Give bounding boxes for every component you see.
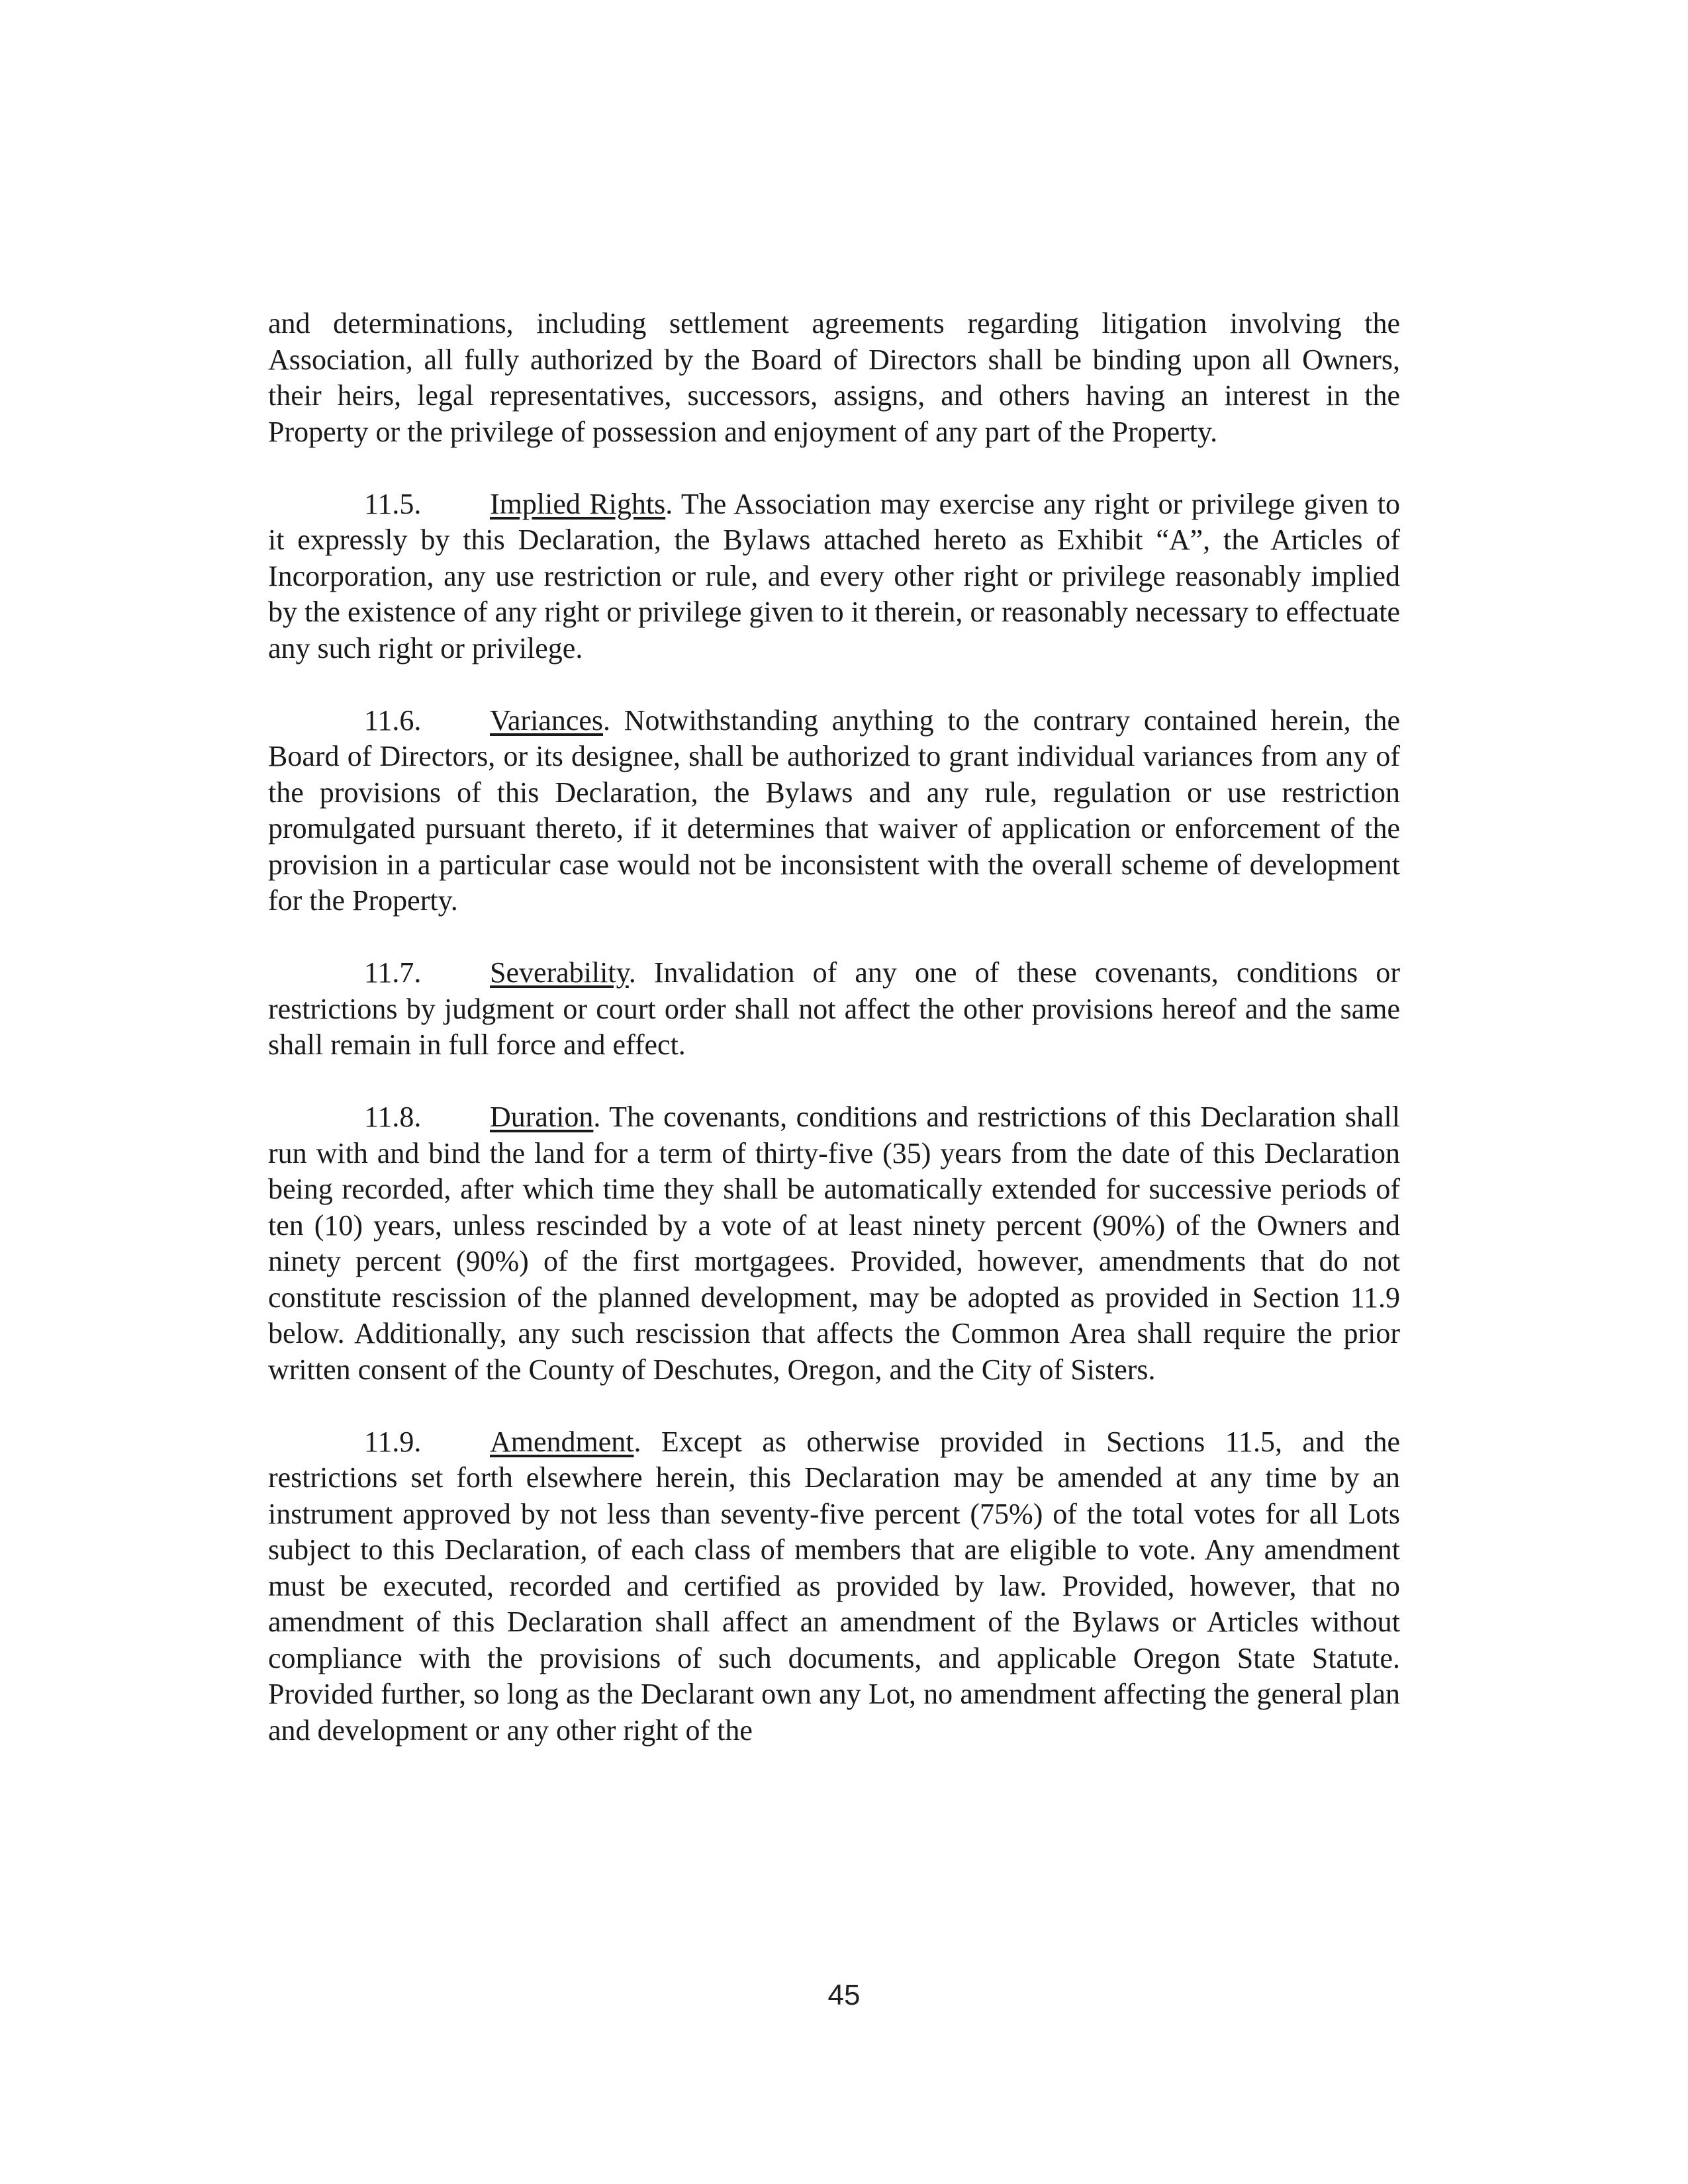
- section-number: 11.9.: [364, 1425, 422, 1458]
- section-number: 11.7.: [364, 956, 422, 989]
- paragraph-continuation: [268, 306, 1400, 450]
- section-title: Duration: [490, 1101, 594, 1133]
- section-text: . The Association may exercise any right or privilege given to it expressly by this Declaration, the Bylaws attached hereto as Exhibit “A”, the Articles of Incorporation, any use restriction or rule, and every other right or privilege reasonably implied by the existence of any right or privilege given to it therein, or reasonably necessary to effectuate any such right or privilege.: [268, 487, 1400, 664]
- section-title: Variances: [490, 704, 604, 737]
- document-body: [268, 306, 1400, 1749]
- section-11-5: [268, 486, 1400, 667]
- section-title: Implied Rights: [490, 487, 666, 520]
- section-number: 11.6.: [364, 704, 422, 737]
- section-title: Amendment: [490, 1425, 634, 1458]
- section-title: Severability: [490, 956, 629, 989]
- section-11-6: [268, 703, 1400, 919]
- section-11-9: [268, 1424, 1400, 1749]
- section-text: . Notwithstanding anything to the contrary contained herein, the Board of Directors, or its designee, shall be authorized to grant individual variances from any of the provisions of this Declaration, the Bylaws and any rule, regulation or use restriction promulgated pursuant thereto, if it determines that waiver of application or enforcement of the provision in a particular case would not be inconsistent with the overall scheme of development for the Property.: [268, 704, 1400, 917]
- section-text: . The covenants, conditions and restrictions of this Declaration shall run with and bind the land for a term of thirty-five (35) years from the date of this Declaration being recorded, after which time they shall be automatically extended for successive periods of ten (10) years, unless rescinded by a vote of at least ninety percent (90%) of the Owners and ninety percent (90%) of the first mortgagees. Provided, however, amendments that do not constitute rescission of the planned development, may be adopted as provided in Section 11.9 below. Additionally, any such rescission that affects the Common Area shall require the prior written consent of the County of Deschutes, Oregon, and the City of Sisters.: [268, 1101, 1400, 1386]
- section-number: 11.8.: [364, 1101, 422, 1133]
- section-11-7: [268, 955, 1400, 1064]
- paragraph-text: and determinations, including settlement agreements regarding litigation involving the Association, all fully authorized by the Board of Directors shall be binding upon all Owners, their heirs, legal representatives, successors, assigns, and others having an interest in the Property or the privilege of possession and enjoyment of any part of the Property.: [268, 307, 1400, 448]
- section-text: . Invalidation of any one of these covenants, conditions or restrictions by judgment or court order shall not affect the other provisions hereof and the same shall remain in full force and effect.: [268, 956, 1400, 1061]
- page-number: 45: [827, 1979, 861, 2011]
- section-number: 11.5.: [364, 487, 422, 520]
- section-11-8: [268, 1099, 1400, 1388]
- section-text: . Except as otherwise provided in Sections 11.5, and the restrictions set forth elsewhere herein, this Declaration may be amended at any time by an instrument approved by not less than seventy-five percent (75%) of the total votes for all Lots subject to this Declaration, of each class of members that are eligible to vote. Any amendment must be executed, recorded and certified as provided by law. Provided, however, that no amendment of this Declaration shall affect an amendment of the Bylaws or Articles without compliance with the provisions of such documents, and applicable Oregon State Statute. Provided further, so long as the Declarant own any Lot, no amendment affecting the general plan and development or any other right of the: [268, 1425, 1400, 1747]
